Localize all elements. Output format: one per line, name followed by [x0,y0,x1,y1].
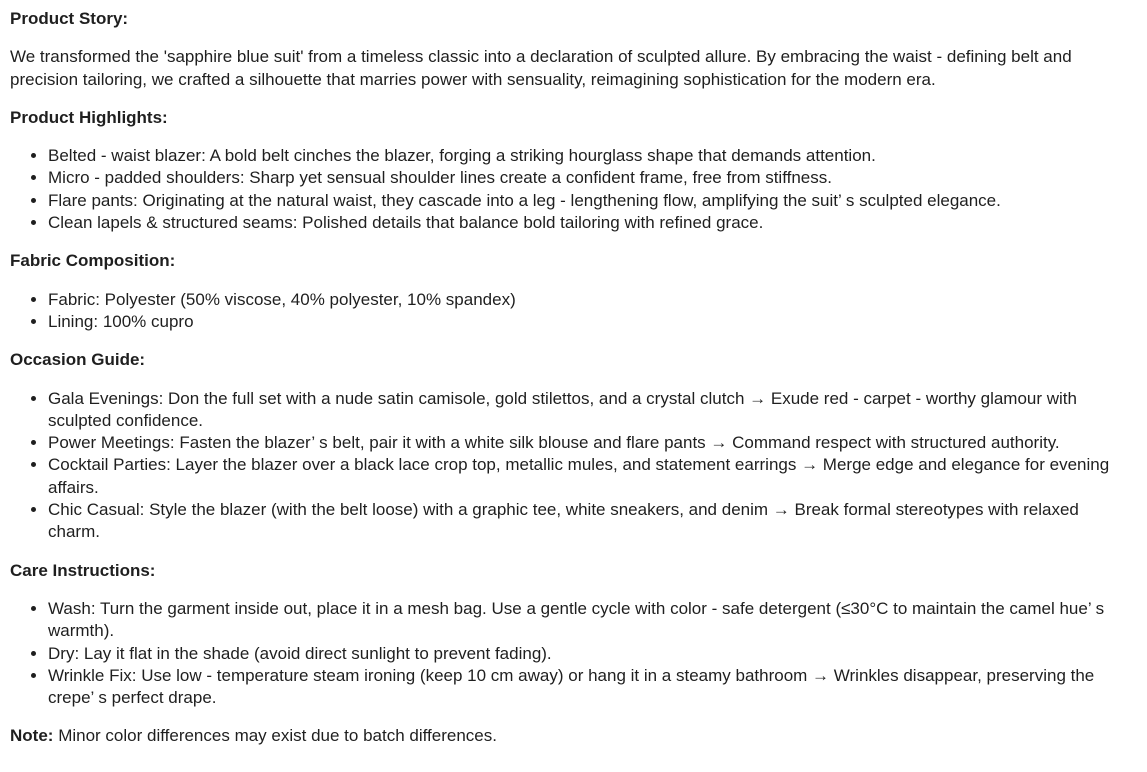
section-heading-fabric-composition: Fabric Composition: [10,251,176,271]
note-text: Minor color differences may exist due to batch differences. [58,726,497,746]
list-item: • Clean lapels & structured seams: Polished details that balance bold tailoring with refined grace. [48,212,1135,234]
list-item: • Cocktail Parties: Layer the blazer over a black lace crop top, metallic mules, and statement earrings → Merge edge and elegance for evening affairs. [48,454,1135,499]
occasion-guide-list [10,388,1135,544]
product-story-paragraph: We transformed the 'sapphire blue suit' from a timeless classic into a declaration of sculpted allure. By embracing the waist - defining belt and precision tailoring, we crafted a silhouette that marries power with sensuality, reimagining sophistication for the modern era. [10,47,1072,89]
list-item: • Belted - waist blazer: A bold belt cinches the blazer, forging a striking hourglass shape that demands attention. [48,145,1135,167]
note-line [10,725,1135,747]
list-item: • Flare pants: Originating at the natural waist, they cascade into a leg - lengthening flow, amplifying the suit’ s sculpted elegance. [48,190,1135,212]
fabric-composition-list [10,289,1135,334]
list-item: • Fabric: Polyester (50% viscose, 40% polyester, 10% spandex) [48,289,1135,311]
section-heading-product-highlights: Product Highlights: [10,107,168,127]
list-item: • Dry: Lay it flat in the shade (avoid direct sunlight to prevent fading). [48,643,1135,665]
list-item: • Power Meetings: Fasten the blazer’ s belt, pair it with a white silk blouse and flare pants → Command respect with structured authority. [48,432,1135,454]
list-item: • Wash: Turn the garment inside out, place it in a mesh bag. Use a gentle cycle with color - safe detergent (≤30°C to maintain the camel hue’ s warmth). [48,598,1135,643]
care-instructions-list [10,598,1135,709]
list-item: • Wrinkle Fix: Use low - temperature steam ironing (keep 10 cm away) or hang it in a steamy bathroom → Wrinkles disappear, preserving the crepe’ s perfect drape. [48,665,1135,710]
section-heading-occasion-guide: Occasion Guide: [10,350,146,370]
list-item: • Gala Evenings: Don the full set with a nude satin camisole, gold stilettos, and a crystal clutch → Exude red - carpet - worthy glamour with sculpted confidence. [48,388,1135,433]
note-label: Note: [10,726,54,746]
section-heading-product-story: Product Story: [10,9,129,28]
list-item: • Lining: 100% cupro [48,311,1135,333]
product-highlights-list [10,145,1135,234]
list-item: • Chic Casual: Style the blazer (with the belt loose) with a graphic tee, white sneakers, and denim → Break formal stereotypes with relaxed charm. [48,499,1135,544]
section-heading-care-instructions: Care Instructions: [10,560,156,580]
list-item: • Micro - padded shoulders: Sharp yet sensual shoulder lines create a confident frame, free from stiffness. [48,167,1135,189]
